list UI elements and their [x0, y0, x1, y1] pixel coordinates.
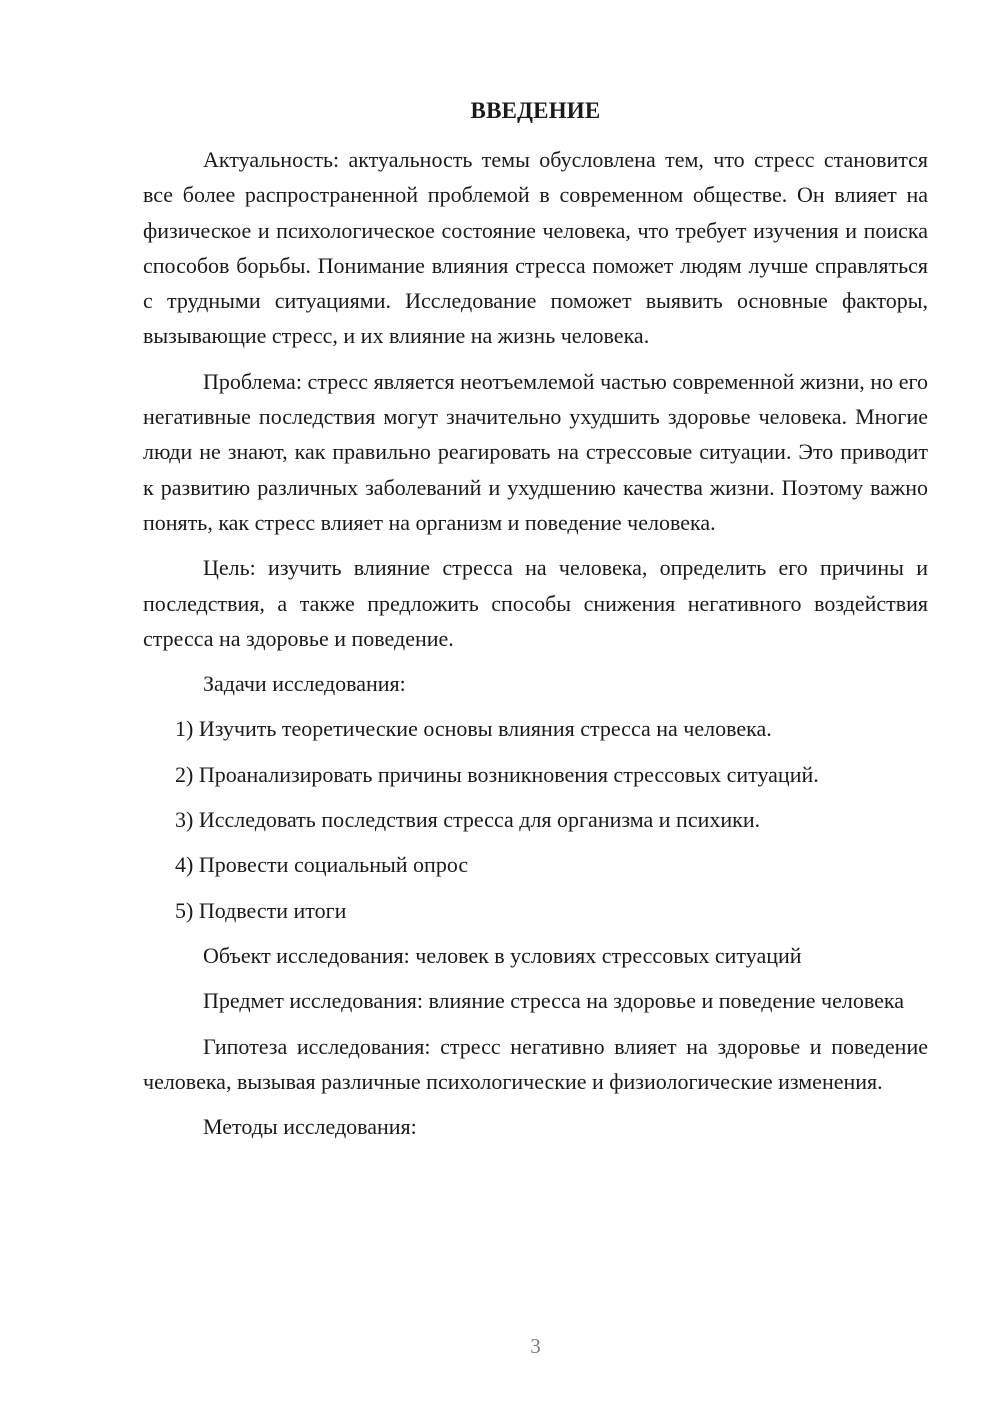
task-item-5: 5) Подвести итоги	[175, 897, 347, 923]
section-heading: ВВЕДЕНИЕ	[470, 98, 601, 123]
paragraph-subject: Предмет исследования: влияние стресса на здоровье и поведение человека	[203, 988, 904, 1014]
task-item-2: 2) Проанализировать причины возникновения стрессовых ситуаций.	[175, 761, 819, 787]
paragraph-problem: Проблема: стресс является неотъемлемой частью современной жизни, но его негативные последствия могут значительно ухудшить здоровье человека. Многие люди не знают, как правильно реагировать на стрессовые ситуации. Это приводит к развитию различных заболеваний и ухудшению качества жизни. Поэтому важно понять, как стресс влияет на организм и поведение человека.	[143, 368, 928, 535]
paragraph-relevance: Актуальность: актуальность темы обусловлена тем, что стресс становится все более распространенной проблемой в современном обществе. Он влияет на физическое и психологическое состояние человека, что требует изучения и поиска способов борьбы. Понимание влияния стресса поможет людям лучше справляться с трудными ситуациями. Исследование поможет выявить основные факторы, вызывающие стресс, и их влияние на жизнь человека.	[143, 147, 928, 349]
document-body	[143, 142, 928, 1154]
paragraph-goal: Цель: изучить влияние стресса на человека, определить его причины и последствия, а также предложить способы снижения негативного воздействия стресса на здоровье и поведение.	[143, 555, 928, 651]
task-item-1: 1) Изучить теоретические основы влияния стресса на человека.	[175, 716, 772, 742]
paragraph-tasks-title: Задачи исследования:	[203, 671, 406, 697]
document-page	[143, 0, 928, 1414]
paragraph-hypothesis: Гипотеза исследования: стресс негативно влияет на здоровье и поведение человека, вызывая различные психологические и физиологические изменения.	[143, 1033, 928, 1094]
paragraph-methods-title: Методы исследования:	[203, 1114, 417, 1140]
task-item-3: 3) Исследовать последствия стресса для организма и психики.	[175, 807, 761, 833]
task-item-4: 4) Провести социальный опрос	[175, 852, 469, 878]
paragraph-object: Объект исследования: человек в условиях стрессовых ситуаций	[203, 942, 802, 968]
page-number: 3	[530, 1334, 541, 1358]
